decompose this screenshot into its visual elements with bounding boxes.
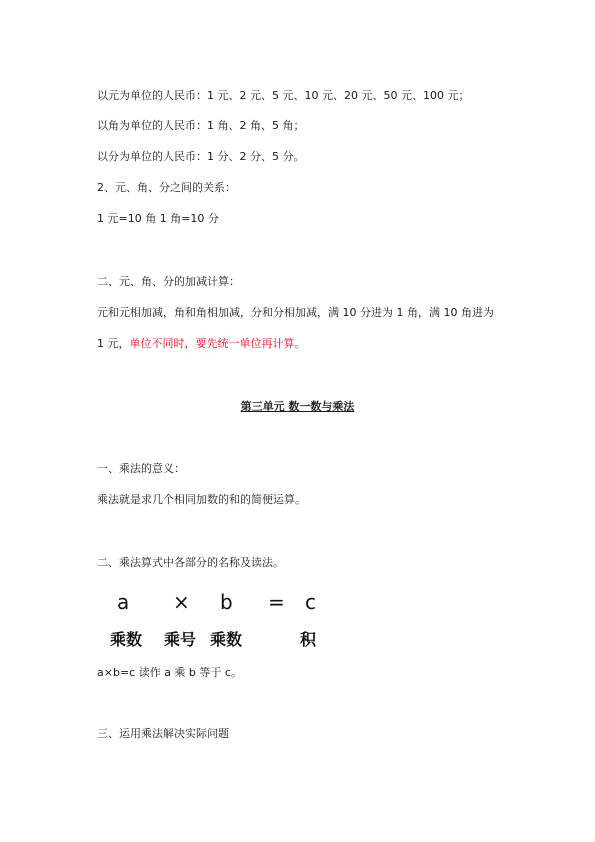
multiplication-meaning-heading: 一、乘法的意义： bbox=[97, 462, 185, 475]
unit-three-title: 第三单元 数一数与乘法 bbox=[240, 400, 355, 413]
term-times: 乘号 bbox=[164, 630, 197, 649]
product-c: c bbox=[305, 590, 316, 614]
add-sub-rule-continued bbox=[97, 337, 306, 351]
unit-relation-heading: 2、元、角、分之间的关系： bbox=[97, 181, 236, 194]
rmb-yuan-units: 以元为单位的人民币：1 元、2 元、5 元、10 元、20 元、50 元、100 元； bbox=[97, 89, 470, 102]
term-factor-a: 乘数 bbox=[110, 630, 143, 649]
add-sub-heading: 二、元、角、分的加减计算： bbox=[97, 275, 240, 288]
equals-sign: = bbox=[268, 590, 285, 614]
rule-highlight: 单位不同时，要先统一单位再计算。 bbox=[129, 337, 306, 350]
term-factor-b: 乘数 bbox=[210, 630, 243, 649]
rmb-jiao-units: 以角为单位的人民币：1 角、2 角、5 角； bbox=[97, 119, 305, 132]
times-sign: × bbox=[173, 590, 190, 614]
multiplication-meaning: 乘法就是求几个相同加数的和的简便运算。 bbox=[97, 493, 306, 506]
applications-heading: 三、运用乘法解决实际问题 bbox=[97, 727, 229, 740]
factor-a: a bbox=[117, 590, 130, 614]
multiplication-parts-heading: 二、乘法算式中各部分的名称及读法。 bbox=[97, 556, 284, 569]
rule-text: 1 元， bbox=[97, 337, 130, 350]
factor-b: b bbox=[220, 590, 233, 614]
rmb-fen-units: 以分为单位的人民币：1 分、2 分、5 分。 bbox=[97, 150, 305, 163]
term-product: 积 bbox=[300, 630, 317, 649]
add-sub-rule: 元和元相加减，角和角相加减，分和分相加减，满 10 分进为 1 角，满 10 角进为 bbox=[97, 306, 494, 319]
reading-rule: a×b=c 读作 a 乘 b 等于 c。 bbox=[97, 666, 242, 679]
unit-relation: 1 元=10 角 1 角=10 分 bbox=[97, 212, 219, 225]
